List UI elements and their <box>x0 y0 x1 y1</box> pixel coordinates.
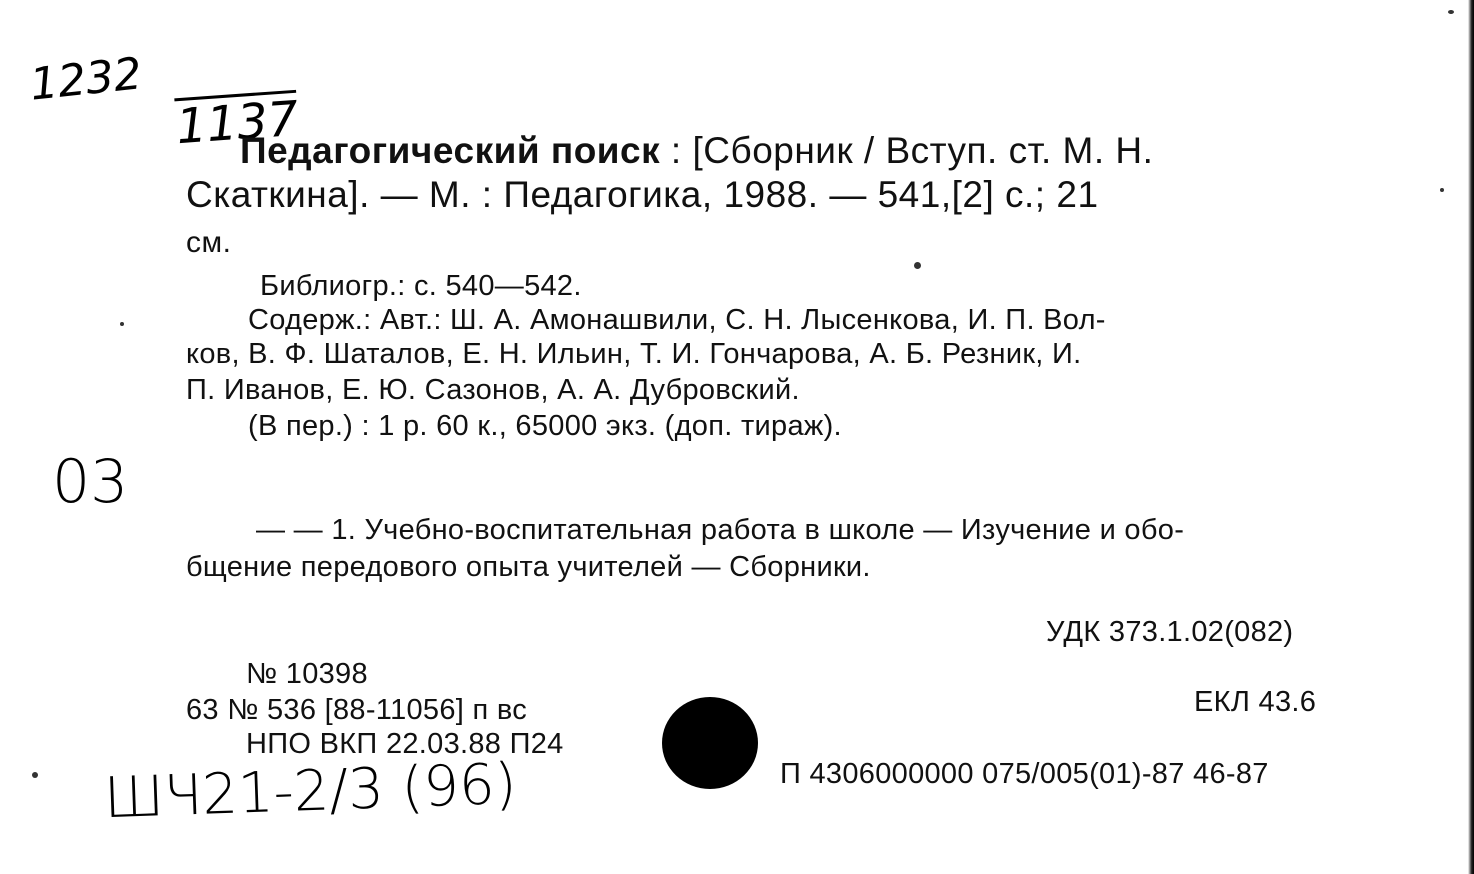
ekl-code: ЕКЛ 43.6 <box>1194 686 1317 718</box>
subject-line-2: бщение передового опыта учителей — Сборники. <box>186 551 871 583</box>
order-line: 63 № 536 [88-11056] п вс <box>186 694 528 726</box>
punch-hole <box>662 697 758 789</box>
speck <box>32 772 38 778</box>
card-number: № 10398 <box>246 658 368 690</box>
section-code: 03 <box>52 447 129 517</box>
shelf-mark-fraction: 1137 <box>174 90 301 156</box>
price-line: (В пер.) : 1 р. 60 к., 65000 экз. (доп. тираж). <box>248 410 842 442</box>
speck <box>1440 188 1444 192</box>
contents-line-3: П. Иванов, Е. Ю. Сазонов, А. А. Дубровский. <box>186 374 800 406</box>
shelf-mark-top: 1232 <box>27 48 145 111</box>
title-line-2: Скаткина]. — М. : Педагогика, 1988. — 541,[2] с.; 21 <box>186 174 1099 215</box>
bibliography-note: Библиогр.: с. 540—542. <box>260 270 582 302</box>
title-rest: : [Сборник / Вступ. ст. М. Н. <box>660 130 1154 171</box>
speck <box>914 262 921 269</box>
title-line-1 <box>240 132 1153 169</box>
contents-line-2: ков, В. Ф. Шаталов, Е. Н. Ильин, Т. И. Гончарова, А. Б. Резник, И. <box>186 338 1082 370</box>
title-main: Педагогический поиск <box>240 130 661 171</box>
udk-code: УДК 373.1.02(082) <box>1046 616 1294 648</box>
call-number: ШЧ21-2/3 (96) <box>102 751 518 832</box>
speck <box>1448 10 1454 14</box>
speck <box>120 322 124 326</box>
title-line-3: см. <box>186 226 232 259</box>
npo-line: НПО ВКП 22.03.88 П24 <box>246 728 564 760</box>
scan-edge <box>1468 0 1474 874</box>
contents-line-1: Содерж.: Авт.: Ш. А. Амонашвили, С. Н. Лысенкова, И. П. Вол- <box>248 304 1106 336</box>
p-code: П 4306000000 075/005(01)-87 46-87 <box>780 758 1269 790</box>
subject-line-1: — — 1. Учебно-воспитательная работа в школе — Изучение и обо- <box>256 514 1185 546</box>
